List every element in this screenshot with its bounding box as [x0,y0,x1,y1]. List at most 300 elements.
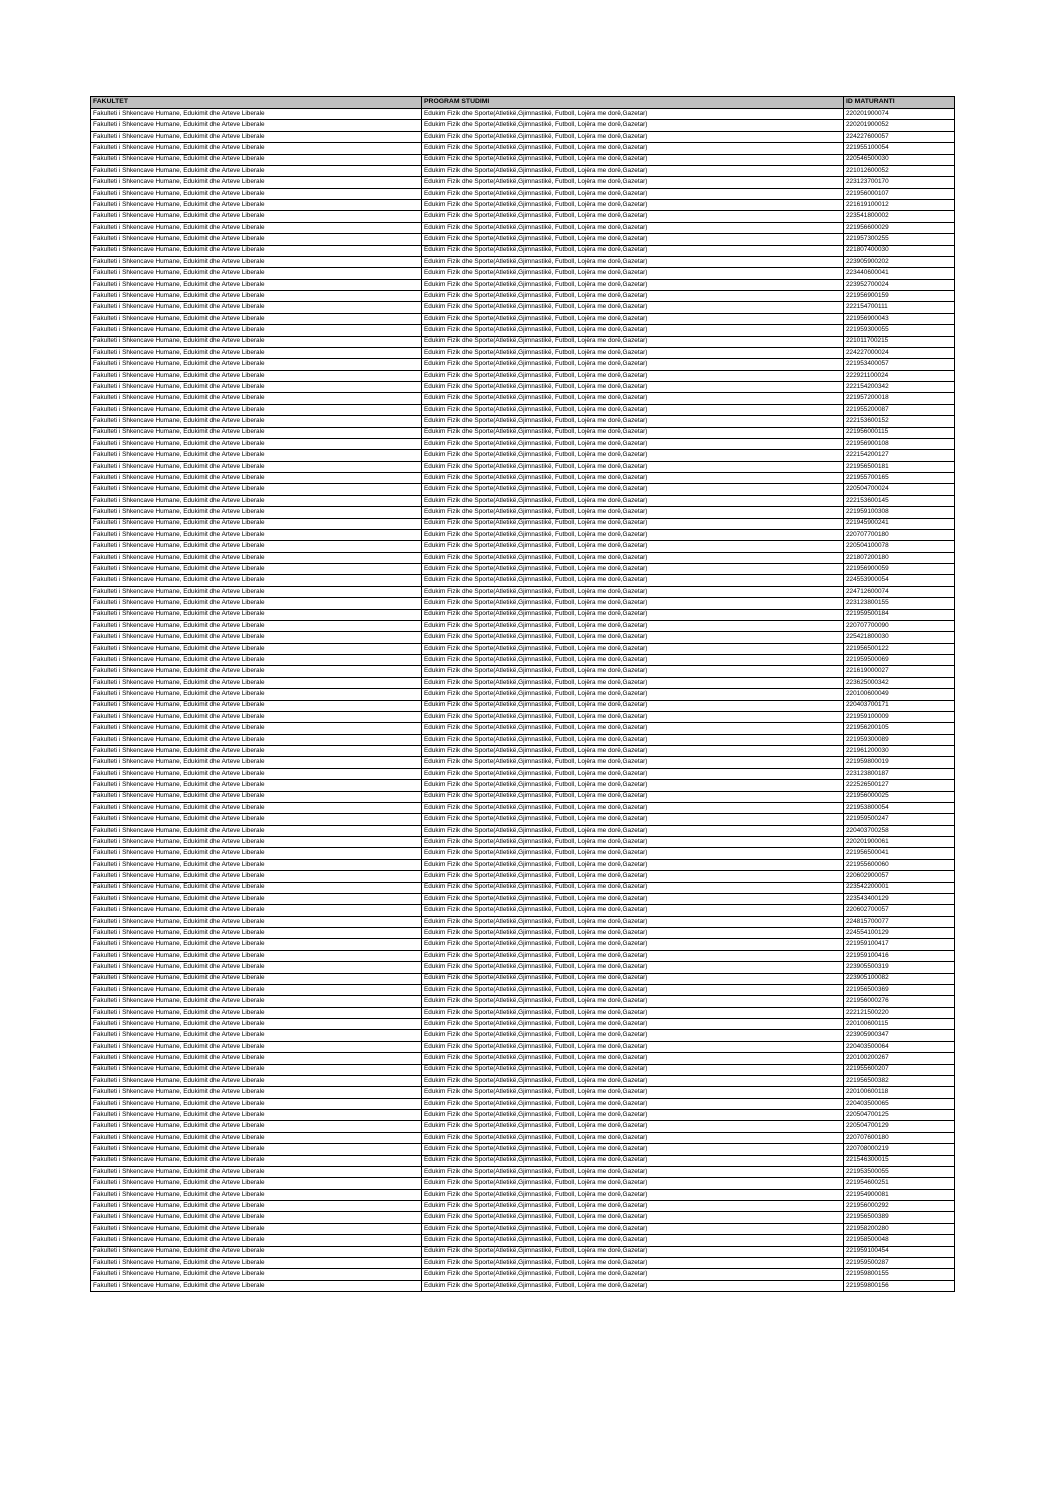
fakultet-cell: Fakulteti i Shkencave Humane, Edukimit dhe Arteve Liberale [91,245,422,256]
id-maturanti-cell: 223123800187 [844,768,955,779]
program-cell: Edukim Fizik dhe Sporte(Atletikë,Gjimnastikë, Futboll, Lojëra me dorë,Gazetar) [422,620,844,631]
program-cell: Edukim Fizik dhe Sporte(Atletikë,Gjimnastikë, Futboll, Lojëra me dorë,Gazetar) [422,450,844,461]
table-row [91,848,955,859]
fakultet-cell: Fakulteti i Shkencave Humane, Edukimit dhe Arteve Liberale [91,1144,422,1155]
id-maturanti-cell: 223543400129 [844,893,955,904]
fakultet-cell: Fakulteti i Shkencave Humane, Edukimit dhe Arteve Liberale [91,347,422,358]
program-cell: Edukim Fizik dhe Sporte(Atletikë,Gjimnastikë, Futboll, Lojëra me dorë,Gazetar) [422,996,844,1007]
id-maturanti-cell: 221957200018 [844,393,955,404]
program-cell: Edukim Fizik dhe Sporte(Atletikë,Gjimnastikë, Futboll, Lojëra me dorë,Gazetar) [422,382,844,393]
table-row [91,177,955,188]
fakultet-cell: Fakulteti i Shkencave Humane, Edukimit dhe Arteve Liberale [91,1110,422,1121]
program-cell: Edukim Fizik dhe Sporte(Atletikë,Gjimnastikë, Futboll, Lojëra me dorë,Gazetar) [422,1246,844,1257]
table-row [91,131,955,142]
id-maturanti-cell: 221961200030 [844,746,955,757]
fakultet-cell: Fakulteti i Shkencave Humane, Edukimit dhe Arteve Liberale [91,1246,422,1257]
id-maturanti-cell: 222154700111 [844,302,955,313]
table-row [91,746,955,757]
table-row [91,1201,955,1212]
table-row [91,677,955,688]
program-cell: Edukim Fizik dhe Sporte(Atletikë,Gjimnastikë, Futboll, Lojëra me dorë,Gazetar) [422,336,844,347]
program-cell: Edukim Fizik dhe Sporte(Atletikë,Gjimnastikë, Futboll, Lojëra me dorë,Gazetar) [422,655,844,666]
fakultet-cell: Fakulteti i Shkencave Humane, Edukimit dhe Arteve Liberale [91,837,422,848]
table-row [91,575,955,586]
id-maturanti-cell: 224227000024 [844,347,955,358]
fakultet-cell: Fakulteti i Shkencave Humane, Edukimit dhe Arteve Liberale [91,1223,422,1234]
id-maturanti-cell: 220100600118 [844,1087,955,1098]
program-cell: Edukim Fizik dhe Sporte(Atletikë,Gjimnastikë, Futboll, Lojëra me dorë,Gazetar) [422,438,844,449]
fakultet-cell: Fakulteti i Shkencave Humane, Edukimit dhe Arteve Liberale [91,564,422,575]
fakultet-cell: Fakulteti i Shkencave Humane, Edukimit dhe Arteve Liberale [91,962,422,973]
table-row [91,757,955,768]
fakultet-cell: Fakulteti i Shkencave Humane, Edukimit dhe Arteve Liberale [91,438,422,449]
table-row [91,120,955,131]
table-row [91,1144,955,1155]
table-row [91,586,955,597]
table-row [91,268,955,279]
program-cell: Edukim Fizik dhe Sporte(Atletikë,Gjimnastikë, Futboll, Lojëra me dorë,Gazetar) [422,893,844,904]
table-row [91,1223,955,1234]
table-row [91,1121,955,1132]
id-maturanti-cell: 221956500122 [844,643,955,654]
id-maturanti-cell: 221955200087 [844,404,955,415]
id-maturanti-cell: 220602900057 [844,871,955,882]
fakultet-cell: Fakulteti i Shkencave Humane, Edukimit dhe Arteve Liberale [91,746,422,757]
program-cell: Edukim Fizik dhe Sporte(Atletikë,Gjimnastikë, Futboll, Lojëra me dorë,Gazetar) [422,1257,844,1268]
program-cell: Edukim Fizik dhe Sporte(Atletikë,Gjimnastikë, Futboll, Lojëra me dorë,Gazetar) [422,1019,844,1030]
table-row [91,1053,955,1064]
program-cell: Edukim Fizik dhe Sporte(Atletikë,Gjimnastikë, Futboll, Lojëra me dorë,Gazetar) [422,586,844,597]
id-maturanti-cell: 223625000342 [844,677,955,688]
id-maturanti-cell: 221956500369 [844,984,955,995]
table-row [91,711,955,722]
program-cell: Edukim Fizik dhe Sporte(Atletikë,Gjimnastikë, Futboll, Lojëra me dorë,Gazetar) [422,859,844,870]
fakultet-cell: Fakulteti i Shkencave Humane, Edukimit dhe Arteve Liberale [91,1053,422,1064]
table-row [91,871,955,882]
id-maturanti-cell: 221956500382 [844,1075,955,1086]
id-maturanti-cell: 220403500064 [844,1041,955,1052]
id-maturanti-cell: 221956200105 [844,723,955,734]
fakultet-cell: Fakulteti i Shkencave Humane, Edukimit dhe Arteve Liberale [91,200,422,211]
program-cell: Edukim Fizik dhe Sporte(Atletikë,Gjimnastikë, Futboll, Lojëra me dorë,Gazetar) [422,780,844,791]
fakultet-cell: Fakulteti i Shkencave Humane, Edukimit dhe Arteve Liberale [91,256,422,267]
id-maturanti-cell: 221959500184 [844,609,955,620]
table-row [91,916,955,927]
table-row [91,802,955,813]
fakultet-cell: Fakulteti i Shkencave Humane, Edukimit dhe Arteve Liberale [91,1007,422,1018]
fakultet-cell: Fakulteti i Shkencave Humane, Edukimit dhe Arteve Liberale [91,541,422,552]
table-row [91,1178,955,1189]
program-cell: Edukim Fizik dhe Sporte(Atletikë,Gjimnastikë, Futboll, Lojëra me dorë,Gazetar) [422,768,844,779]
fakultet-cell: Fakulteti i Shkencave Humane, Edukimit dhe Arteve Liberale [91,1019,422,1030]
fakultet-cell: Fakulteti i Shkencave Humane, Edukimit dhe Arteve Liberale [91,359,422,370]
table-row [91,165,955,176]
program-cell: Edukim Fizik dhe Sporte(Atletikë,Gjimnastikë, Futboll, Lojëra me dorë,Gazetar) [422,1189,844,1200]
table-row [91,552,955,563]
id-maturanti-cell: 220504700024 [844,484,955,495]
program-cell: Edukim Fizik dhe Sporte(Atletikë,Gjimnastikë, Futboll, Lojëra me dorë,Gazetar) [422,632,844,643]
fakultet-cell: Fakulteti i Shkencave Humane, Edukimit dhe Arteve Liberale [91,643,422,654]
id-maturanti-cell: 221956000115 [844,427,955,438]
fakultet-cell: Fakulteti i Shkencave Humane, Edukimit dhe Arteve Liberale [91,1257,422,1268]
program-cell: Edukim Fizik dhe Sporte(Atletikë,Gjimnastikë, Futboll, Lojëra me dorë,Gazetar) [422,984,844,995]
program-cell: Edukim Fizik dhe Sporte(Atletikë,Gjimnastikë, Futboll, Lojëra me dorë,Gazetar) [422,609,844,620]
table-row [91,1280,955,1291]
program-cell: Edukim Fizik dhe Sporte(Atletikë,Gjimnastikë, Futboll, Lojëra me dorë,Gazetar) [422,928,844,939]
program-cell: Edukim Fizik dhe Sporte(Atletikë,Gjimnastikë, Futboll, Lojëra me dorë,Gazetar) [422,552,844,563]
program-cell: Edukim Fizik dhe Sporte(Atletikë,Gjimnastikë, Futboll, Lojëra me dorë,Gazetar) [422,973,844,984]
fakultet-cell: Fakulteti i Shkencave Humane, Edukimit dhe Arteve Liberale [91,791,422,802]
id-maturanti-cell: 221011700215 [844,336,955,347]
table-row [91,700,955,711]
fakultet-cell: Fakulteti i Shkencave Humane, Edukimit dhe Arteve Liberale [91,1121,422,1132]
table-row [91,416,955,427]
fakultet-cell: Fakulteti i Shkencave Humane, Edukimit dhe Arteve Liberale [91,996,422,1007]
program-cell: Edukim Fizik dhe Sporte(Atletikë,Gjimnastikë, Futboll, Lojëra me dorë,Gazetar) [422,177,844,188]
fakultet-cell: Fakulteti i Shkencave Humane, Edukimit dhe Arteve Liberale [91,1166,422,1177]
fakultet-cell: Fakulteti i Shkencave Humane, Edukimit dhe Arteve Liberale [91,268,422,279]
fakultet-cell: Fakulteti i Shkencave Humane, Edukimit dhe Arteve Liberale [91,711,422,722]
program-cell: Edukim Fizik dhe Sporte(Atletikë,Gjimnastikë, Futboll, Lojëra me dorë,Gazetar) [422,1212,844,1223]
fakultet-cell: Fakulteti i Shkencave Humane, Edukimit dhe Arteve Liberale [91,848,422,859]
fakultet-cell: Fakulteti i Shkencave Humane, Edukimit dhe Arteve Liberale [91,529,422,540]
program-cell: Edukim Fizik dhe Sporte(Atletikë,Gjimnastikë, Futboll, Lojëra me dorë,Gazetar) [422,734,844,745]
id-maturanti-cell: 223905900347 [844,1030,955,1041]
fakultet-cell: Fakulteti i Shkencave Humane, Edukimit dhe Arteve Liberale [91,484,422,495]
id-maturanti-cell: 221953400057 [844,359,955,370]
id-maturanti-cell: 221956900108 [844,438,955,449]
table-row [91,302,955,313]
id-maturanti-cell: 222153600145 [844,495,955,506]
table-row [91,950,955,961]
table-row [91,859,955,870]
program-cell: Edukim Fizik dhe Sporte(Atletikë,Gjimnastikë, Futboll, Lojëra me dorë,Gazetar) [422,222,844,233]
table-row [91,791,955,802]
program-cell: Edukim Fizik dhe Sporte(Atletikë,Gjimnastikë, Futboll, Lojëra me dorë,Gazetar) [422,1110,844,1121]
program-cell: Edukim Fizik dhe Sporte(Atletikë,Gjimnastikë, Futboll, Lojëra me dorë,Gazetar) [422,347,844,358]
table-row [91,211,955,222]
fakultet-cell: Fakulteti i Shkencave Humane, Edukimit dhe Arteve Liberale [91,882,422,893]
fakultet-cell: Fakulteti i Shkencave Humane, Edukimit dhe Arteve Liberale [91,325,422,336]
id-maturanti-cell: 221956000292 [844,1201,955,1212]
table-row [91,450,955,461]
table-row [91,109,955,120]
id-maturanti-cell: 224554100129 [844,928,955,939]
table-row [91,245,955,256]
fakultet-cell: Fakulteti i Shkencave Humane, Edukimit dhe Arteve Liberale [91,393,422,404]
fakultet-cell: Fakulteti i Shkencave Humane, Edukimit dhe Arteve Liberale [91,655,422,666]
program-cell: Edukim Fizik dhe Sporte(Atletikë,Gjimnastikë, Futboll, Lojëra me dorë,Gazetar) [422,154,844,165]
fakultet-cell: Fakulteti i Shkencave Humane, Edukimit dhe Arteve Liberale [91,939,422,950]
fakultet-cell: Fakulteti i Shkencave Humane, Edukimit dhe Arteve Liberale [91,984,422,995]
table-row [91,837,955,848]
program-cell: Edukim Fizik dhe Sporte(Atletikë,Gjimnastikë, Futboll, Lojëra me dorë,Gazetar) [422,791,844,802]
id-maturanti-cell: 223905900202 [844,256,955,267]
fakultet-cell: Fakulteti i Shkencave Humane, Edukimit dhe Arteve Liberale [91,188,422,199]
id-maturanti-cell: 220504100078 [844,541,955,552]
table-row [91,200,955,211]
table-row [91,222,955,233]
program-cell: Edukim Fizik dhe Sporte(Atletikë,Gjimnastikë, Futboll, Lojëra me dorë,Gazetar) [422,1007,844,1018]
fakultet-cell: Fakulteti i Shkencave Humane, Edukimit dhe Arteve Liberale [91,1201,422,1212]
fakultet-cell: Fakulteti i Shkencave Humane, Edukimit dhe Arteve Liberale [91,177,422,188]
table-row [91,1110,955,1121]
id-maturanti-cell: 221546300015 [844,1155,955,1166]
table-row [91,996,955,1007]
fakultet-cell: Fakulteti i Shkencave Humane, Edukimit dhe Arteve Liberale [91,234,422,245]
table-row [91,893,955,904]
table-row [91,382,955,393]
id-maturanti-cell: 223905100082 [844,973,955,984]
table-row [91,541,955,552]
id-maturanti-cell: 221619000027 [844,666,955,677]
program-cell: Edukim Fizik dhe Sporte(Atletikë,Gjimnastikë, Futboll, Lojëra me dorë,Gazetar) [422,1201,844,1212]
id-maturanti-cell: 222154200342 [844,382,955,393]
program-cell: Edukim Fizik dhe Sporte(Atletikë,Gjimnastikë, Futboll, Lojëra me dorë,Gazetar) [422,962,844,973]
id-maturanti-cell: 225421800030 [844,632,955,643]
fakultet-cell: Fakulteti i Shkencave Humane, Edukimit dhe Arteve Liberale [91,871,422,882]
id-maturanti-cell: 221956500389 [844,1212,955,1223]
fakultet-cell: Fakulteti i Shkencave Humane, Edukimit dhe Arteve Liberale [91,1269,422,1280]
fakultet-cell: Fakulteti i Shkencave Humane, Edukimit dhe Arteve Liberale [91,120,422,131]
program-cell: Edukim Fizik dhe Sporte(Atletikë,Gjimnastikë, Futboll, Lojëra me dorë,Gazetar) [422,1166,844,1177]
program-cell: Edukim Fizik dhe Sporte(Atletikë,Gjimnastikë, Futboll, Lojëra me dorë,Gazetar) [422,711,844,722]
program-cell: Edukim Fizik dhe Sporte(Atletikë,Gjimnastikë, Futboll, Lojëra me dorë,Gazetar) [422,1053,844,1064]
id-maturanti-cell: 220201900074 [844,109,955,120]
table-row [91,507,955,518]
id-maturanti-cell: 221955600207 [844,1064,955,1075]
fakultet-cell: Fakulteti i Shkencave Humane, Edukimit dhe Arteve Liberale [91,552,422,563]
fakultet-cell: Fakulteti i Shkencave Humane, Edukimit dhe Arteve Liberale [91,222,422,233]
fakultet-cell: Fakulteti i Shkencave Humane, Edukimit dhe Arteve Liberale [91,404,422,415]
id-maturanti-cell: 221956600029 [844,222,955,233]
fakultet-cell: Fakulteti i Shkencave Humane, Edukimit dhe Arteve Liberale [91,575,422,586]
id-maturanti-cell: 220100200267 [844,1053,955,1064]
table-row [91,655,955,666]
id-maturanti-cell: 223905500319 [844,962,955,973]
table-row [91,234,955,245]
fakultet-cell: Fakulteti i Shkencave Humane, Edukimit dhe Arteve Liberale [91,780,422,791]
table-row [91,518,955,529]
id-maturanti-cell: 221958200280 [844,1223,955,1234]
table-row [91,473,955,484]
program-cell: Edukim Fizik dhe Sporte(Atletikë,Gjimnastikë, Futboll, Lojëra me dorë,Gazetar) [422,484,844,495]
program-cell: Edukim Fizik dhe Sporte(Atletikë,Gjimnastikë, Futboll, Lojëra me dorë,Gazetar) [422,1269,844,1280]
program-cell: Edukim Fizik dhe Sporte(Atletikë,Gjimnastikë, Futboll, Lojëra me dorë,Gazetar) [422,564,844,575]
fakultet-cell: Fakulteti i Shkencave Humane, Edukimit dhe Arteve Liberale [91,1098,422,1109]
table-row [91,598,955,609]
fakultet-cell: Fakulteti i Shkencave Humane, Edukimit dhe Arteve Liberale [91,666,422,677]
id-maturanti-cell: 221958500048 [844,1235,955,1246]
table-row [91,347,955,358]
program-cell: Edukim Fizik dhe Sporte(Atletikë,Gjimnastikë, Futboll, Lojëra me dorë,Gazetar) [422,1041,844,1052]
program-cell: Edukim Fizik dhe Sporte(Atletikë,Gjimnastikë, Futboll, Lojëra me dorë,Gazetar) [422,302,844,313]
id-maturanti-cell: 221956000276 [844,996,955,1007]
fakultet-cell: Fakulteti i Shkencave Humane, Edukimit dhe Arteve Liberale [91,291,422,302]
id-maturanti-cell: 221959300089 [844,734,955,745]
program-cell: Edukim Fizik dhe Sporte(Atletikë,Gjimnastikë, Futboll, Lojëra me dorë,Gazetar) [422,666,844,677]
column-header-fakultet: FAKULTET [91,97,422,109]
table-row [91,438,955,449]
id-maturanti-cell: 221959100416 [844,950,955,961]
program-cell: Edukim Fizik dhe Sporte(Atletikë,Gjimnastikë, Futboll, Lojëra me dorë,Gazetar) [422,325,844,336]
table-row [91,1132,955,1143]
program-cell: Edukim Fizik dhe Sporte(Atletikë,Gjimnastikë, Futboll, Lojëra me dorë,Gazetar) [422,245,844,256]
program-cell: Edukim Fizik dhe Sporte(Atletikë,Gjimnastikë, Futboll, Lojëra me dorë,Gazetar) [422,1178,844,1189]
table-row [91,905,955,916]
id-maturanti-cell: 220708000219 [844,1144,955,1155]
table-row [91,393,955,404]
table-row [91,825,955,836]
fakultet-cell: Fakulteti i Shkencave Humane, Edukimit dhe Arteve Liberale [91,370,422,381]
program-cell: Edukim Fizik dhe Sporte(Atletikë,Gjimnastikë, Futboll, Lojëra me dorë,Gazetar) [422,882,844,893]
id-maturanti-cell: 223952700024 [844,279,955,290]
fakultet-cell: Fakulteti i Shkencave Humane, Edukimit dhe Arteve Liberale [91,1155,422,1166]
id-maturanti-cell: 224815700077 [844,916,955,927]
program-cell: Edukim Fizik dhe Sporte(Atletikë,Gjimnastikë, Futboll, Lojëra me dorë,Gazetar) [422,473,844,484]
fakultet-cell: Fakulteti i Shkencave Humane, Edukimit dhe Arteve Liberale [91,336,422,347]
program-cell: Edukim Fizik dhe Sporte(Atletikë,Gjimnastikë, Futboll, Lojëra me dorë,Gazetar) [422,416,844,427]
table-row [91,973,955,984]
id-maturanti-cell: 223123700170 [844,177,955,188]
id-maturanti-cell: 221959100009 [844,711,955,722]
id-maturanti-cell: 220100600049 [844,689,955,700]
id-maturanti-cell: 222153600152 [844,416,955,427]
table-row [91,984,955,995]
program-cell: Edukim Fizik dhe Sporte(Atletikë,Gjimnastikë, Futboll, Lojëra me dorë,Gazetar) [422,700,844,711]
table-row [91,882,955,893]
header-row [91,97,955,109]
id-maturanti-cell: 220504700129 [844,1121,955,1132]
fakultet-cell: Fakulteti i Shkencave Humane, Edukimit dhe Arteve Liberale [91,700,422,711]
program-cell: Edukim Fizik dhe Sporte(Atletikë,Gjimnastikë, Futboll, Lojëra me dorë,Gazetar) [422,814,844,825]
program-cell: Edukim Fizik dhe Sporte(Atletikë,Gjimnastikë, Futboll, Lojëra me dorë,Gazetar) [422,916,844,927]
fakultet-cell: Fakulteti i Shkencave Humane, Edukimit dhe Arteve Liberale [91,313,422,324]
program-cell: Edukim Fizik dhe Sporte(Atletikë,Gjimnastikë, Futboll, Lojëra me dorë,Gazetar) [422,370,844,381]
fakultet-cell: Fakulteti i Shkencave Humane, Edukimit dhe Arteve Liberale [91,143,422,154]
table-row [91,404,955,415]
id-maturanti-cell: 223123800155 [844,598,955,609]
table-row [91,484,955,495]
table-row [91,325,955,336]
id-maturanti-cell: 221959800019 [844,757,955,768]
id-maturanti-cell: 222154200127 [844,450,955,461]
fakultet-cell: Fakulteti i Shkencave Humane, Edukimit dhe Arteve Liberale [91,1178,422,1189]
program-cell: Edukim Fizik dhe Sporte(Atletikë,Gjimnastikë, Futboll, Lojëra me dorë,Gazetar) [422,1121,844,1132]
table-row [91,1087,955,1098]
program-cell: Edukim Fizik dhe Sporte(Atletikë,Gjimnastikë, Futboll, Lojëra me dorë,Gazetar) [422,188,844,199]
program-cell: Edukim Fizik dhe Sporte(Atletikë,Gjimnastikë, Futboll, Lojëra me dorë,Gazetar) [422,1223,844,1234]
fakultet-cell: Fakulteti i Shkencave Humane, Edukimit dhe Arteve Liberale [91,518,422,529]
column-header-id-maturanti: ID MATURANTI [844,97,955,109]
fakultet-cell: Fakulteti i Shkencave Humane, Edukimit dhe Arteve Liberale [91,1064,422,1075]
fakultet-cell: Fakulteti i Shkencave Humane, Edukimit dhe Arteve Liberale [91,723,422,734]
table-row [91,1166,955,1177]
fakultet-cell: Fakulteti i Shkencave Humane, Edukimit dhe Arteve Liberale [91,916,422,927]
id-maturanti-cell: 221959100454 [844,1246,955,1257]
fakultet-cell: Fakulteti i Shkencave Humane, Edukimit dhe Arteve Liberale [91,734,422,745]
table-row [91,461,955,472]
id-maturanti-cell: 220201900061 [844,837,955,848]
program-cell: Edukim Fizik dhe Sporte(Atletikë,Gjimnastikë, Futboll, Lojëra me dorë,Gazetar) [422,200,844,211]
id-maturanti-cell: 221956000025 [844,791,955,802]
id-maturanti-cell: 221953800054 [844,802,955,813]
table-row [91,1098,955,1109]
id-maturanti-cell: 220403500065 [844,1098,955,1109]
fakultet-cell: Fakulteti i Shkencave Humane, Edukimit dhe Arteve Liberale [91,586,422,597]
table-row [91,1257,955,1268]
fakultet-cell: Fakulteti i Shkencave Humane, Edukimit dhe Arteve Liberale [91,382,422,393]
table-row [91,336,955,347]
id-maturanti-cell: 220707700090 [844,620,955,631]
id-maturanti-cell: 221956500041 [844,848,955,859]
id-maturanti-cell: 221954900081 [844,1189,955,1200]
id-maturanti-cell: 220602700057 [844,905,955,916]
program-cell: Edukim Fizik dhe Sporte(Atletikë,Gjimnastikë, Futboll, Lojëra me dorë,Gazetar) [422,1098,844,1109]
table-row [91,256,955,267]
table-row [91,143,955,154]
id-maturanti-cell: 221012600052 [844,165,955,176]
id-maturanti-cell: 224227600057 [844,131,955,142]
fakultet-cell: Fakulteti i Shkencave Humane, Edukimit dhe Arteve Liberale [91,165,422,176]
id-maturanti-cell: 224712600074 [844,586,955,597]
id-maturanti-cell: 221954600251 [844,1178,955,1189]
table-row [91,1269,955,1280]
program-cell: Edukim Fizik dhe Sporte(Atletikë,Gjimnastikë, Futboll, Lojëra me dorë,Gazetar) [422,359,844,370]
table-row [91,154,955,165]
table-row [91,1155,955,1166]
id-maturanti-cell: 221945900241 [844,518,955,529]
program-cell: Edukim Fizik dhe Sporte(Atletikë,Gjimnastikë, Futboll, Lojëra me dorë,Gazetar) [422,1144,844,1155]
program-cell: Edukim Fizik dhe Sporte(Atletikë,Gjimnastikë, Futboll, Lojëra me dorë,Gazetar) [422,1075,844,1086]
table-row [91,495,955,506]
program-cell: Edukim Fizik dhe Sporte(Atletikë,Gjimnastikë, Futboll, Lojëra me dorë,Gazetar) [422,1235,844,1246]
table-row [91,370,955,381]
table-row [91,1007,955,1018]
table-row [91,1019,955,1030]
fakultet-cell: Fakulteti i Shkencave Humane, Edukimit dhe Arteve Liberale [91,1041,422,1052]
table-row [91,643,955,654]
id-maturanti-cell: 220403700258 [844,825,955,836]
fakultet-cell: Fakulteti i Shkencave Humane, Edukimit dhe Arteve Liberale [91,689,422,700]
id-maturanti-cell: 222121500220 [844,1007,955,1018]
id-maturanti-cell: 221959800156 [844,1280,955,1291]
fakultet-cell: Fakulteti i Shkencave Humane, Edukimit dhe Arteve Liberale [91,768,422,779]
fakultet-cell: Fakulteti i Shkencave Humane, Edukimit dhe Arteve Liberale [91,1132,422,1143]
id-maturanti-cell: 221956000107 [844,188,955,199]
table-row [91,1189,955,1200]
id-maturanti-cell: 221957300255 [844,234,955,245]
fakultet-cell: Fakulteti i Shkencave Humane, Edukimit dhe Arteve Liberale [91,893,422,904]
fakultet-cell: Fakulteti i Shkencave Humane, Edukimit dhe Arteve Liberale [91,302,422,313]
table-row [91,1235,955,1246]
program-cell: Edukim Fizik dhe Sporte(Atletikë,Gjimnastikë, Futboll, Lojëra me dorë,Gazetar) [422,404,844,415]
program-cell: Edukim Fizik dhe Sporte(Atletikë,Gjimnastikë, Futboll, Lojëra me dorë,Gazetar) [422,746,844,757]
id-maturanti-cell: 221959800155 [844,1269,955,1280]
id-maturanti-cell: 221959500287 [844,1257,955,1268]
fakultet-cell: Fakulteti i Shkencave Humane, Edukimit dhe Arteve Liberale [91,279,422,290]
fakultet-cell: Fakulteti i Shkencave Humane, Edukimit dhe Arteve Liberale [91,859,422,870]
id-maturanti-cell: 220403700171 [844,700,955,711]
program-cell: Edukim Fizik dhe Sporte(Atletikë,Gjimnastikë, Futboll, Lojëra me dorë,Gazetar) [422,143,844,154]
program-cell: Edukim Fizik dhe Sporte(Atletikë,Gjimnastikë, Futboll, Lojëra me dorë,Gazetar) [422,313,844,324]
table-row [91,962,955,973]
fakultet-cell: Fakulteti i Shkencave Humane, Edukimit dhe Arteve Liberale [91,757,422,768]
id-maturanti-cell: 220707700180 [844,529,955,540]
fakultet-cell: Fakulteti i Shkencave Humane, Edukimit dhe Arteve Liberale [91,950,422,961]
table-row [91,291,955,302]
program-cell: Edukim Fizik dhe Sporte(Atletikë,Gjimnastikë, Futboll, Lojëra me dorë,Gazetar) [422,279,844,290]
